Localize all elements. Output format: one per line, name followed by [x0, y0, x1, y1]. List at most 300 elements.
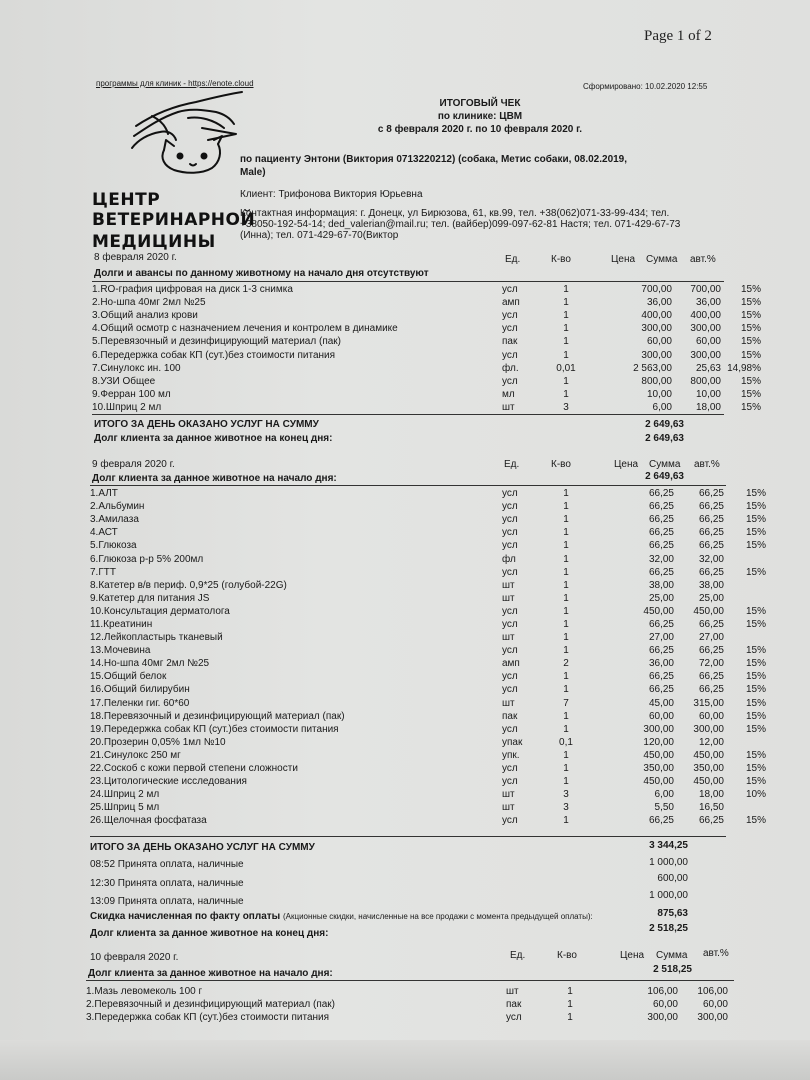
- table-row: [90, 801, 766, 814]
- col-unit: Ед.: [510, 950, 526, 961]
- item-name: 13.Мочевина: [90, 645, 151, 657]
- item-unit: амп: [502, 297, 520, 309]
- discount-value: 875,63: [657, 908, 688, 919]
- col-sum: Сумма: [646, 254, 678, 265]
- item-qty: 1: [563, 723, 569, 735]
- item-pct: 15%: [745, 618, 766, 630]
- item-sum: 66,25: [698, 618, 724, 630]
- item-qty: 1: [563, 488, 569, 500]
- item-name: 5.Перевязочный и дезинфицирующий материал (пак): [92, 336, 341, 348]
- table-row: [90, 670, 766, 683]
- item-sum: 66,25: [698, 815, 724, 827]
- item-qty: 1: [563, 323, 569, 335]
- table-row: [90, 723, 766, 736]
- item-name: 6.Передержка собак КП (сут.)без стоимости питания: [92, 349, 336, 361]
- item-pct: 15%: [745, 671, 766, 683]
- table-row: [90, 618, 766, 631]
- item-price: 60,00: [652, 999, 678, 1011]
- item-price: 66,25: [648, 671, 674, 683]
- divider: [90, 485, 726, 486]
- day2-debt-label: Долг клиента за данное животное на конец дня:: [90, 928, 329, 939]
- contact-line-1: Контактная информация: г. Донецк, ул Бирюзова, 61, кв.99, тел. +38(062)071-33-99-434; тел.: [240, 208, 670, 219]
- item-name: 7.Синулокс ин. 100: [92, 362, 181, 374]
- item-pct: 15%: [745, 658, 766, 670]
- table-row: [90, 605, 766, 618]
- table-row: [86, 1011, 770, 1024]
- item-pct: 15%: [745, 723, 766, 735]
- item-unit: усл: [502, 815, 518, 827]
- item-unit: шт: [506, 986, 519, 998]
- item-name: 8.УЗИ Общее: [92, 375, 156, 387]
- item-qty: 1: [563, 540, 569, 552]
- item-qty: 1: [563, 349, 569, 361]
- item-qty: 2: [563, 658, 569, 670]
- item-price: 27,00: [648, 632, 674, 644]
- table-row: [90, 814, 766, 827]
- item-qty: 7: [563, 697, 569, 709]
- day1-opening: Долги и авансы по данному животному на начало дня отсутствуют: [94, 268, 429, 279]
- table-row: [90, 539, 766, 552]
- table-row: [90, 775, 766, 788]
- item-price: 5,50: [654, 802, 674, 814]
- item-unit: фл: [502, 553, 516, 565]
- item-unit: усл: [502, 375, 518, 387]
- payment-3-label: 13:09 Принята оплата, наличные: [90, 896, 244, 907]
- table-row: [90, 500, 766, 513]
- item-sum: 66,25: [698, 501, 724, 513]
- item-sum: 25,63: [695, 362, 721, 374]
- item-qty: 1: [563, 671, 569, 683]
- item-sum: 12,00: [698, 736, 724, 748]
- item-qty: 1: [563, 527, 569, 539]
- item-unit: пак: [502, 710, 518, 722]
- item-unit: усл: [502, 684, 518, 696]
- item-price: 32,00: [648, 553, 674, 565]
- item-price: 66,25: [648, 815, 674, 827]
- payment-1-label: 08:52 Принята оплата, наличные: [90, 859, 244, 870]
- item-name: 14.Но-шпа 40мг 2мл №25: [90, 658, 210, 670]
- item-qty: 1: [563, 592, 569, 604]
- item-pct: [724, 592, 766, 605]
- item-pct: 15%: [740, 297, 761, 309]
- table-row: [92, 375, 761, 388]
- day2-date: 9 февраля 2020 г.: [92, 459, 175, 470]
- software-link[interactable]: программы для клиник - https://enote.cloud: [96, 79, 254, 88]
- table-row: [90, 552, 766, 565]
- item-name: 19.Передержка собак КП (сут.)без стоимости питания: [90, 723, 339, 735]
- table-row: [90, 513, 766, 526]
- item-qty: 1: [563, 388, 569, 400]
- item-sum: 66,25: [698, 566, 724, 578]
- item-sum: 36,00: [695, 297, 721, 309]
- divider: [86, 980, 734, 981]
- contact-line-2: +38050-192-54-14; ded_valerian@mail.ru; тел. (вайбер)099-097-62-81 Настя; тел. 071-429-67-73: [240, 219, 681, 230]
- item-pct: [724, 736, 766, 749]
- item-sum: 66,25: [698, 488, 724, 500]
- item-name: 11.Креатинин: [90, 618, 153, 630]
- item-unit: усл: [502, 645, 518, 657]
- item-unit: усл: [502, 284, 518, 296]
- day3-date: 10 февраля 2020 г.: [90, 952, 179, 963]
- item-pct: 15%: [745, 605, 766, 617]
- item-unit: амп: [502, 658, 520, 670]
- item-pct: 15%: [745, 566, 766, 578]
- item-unit: усл: [502, 323, 518, 335]
- item-name: 25.Шприц 5 мл: [90, 802, 160, 814]
- table-row: [92, 362, 761, 375]
- item-qty: 3: [563, 401, 569, 413]
- item-price: 700,00: [641, 284, 672, 296]
- col-unit: Ед.: [504, 459, 520, 470]
- item-price: 66,25: [648, 684, 674, 696]
- table-row: [90, 697, 766, 710]
- table-row: [92, 348, 761, 361]
- table-row: [92, 296, 761, 309]
- col-qty: К-во: [557, 950, 577, 961]
- client-name: Клиент: Трифонова Виктория Юрьевна: [240, 189, 423, 200]
- item-name: 6.Глюкоза р-р 5% 200мл: [90, 553, 204, 565]
- divider: [92, 281, 724, 282]
- item-pct: [724, 579, 766, 592]
- item-name: 24.Шприц 2 мл: [90, 789, 160, 801]
- item-unit: усл: [502, 618, 518, 630]
- item-qty: 0,1: [559, 736, 573, 748]
- item-name: 3.Передержка собак КП (сут.)без стоимости питания: [86, 1012, 330, 1024]
- item-pct: [724, 801, 766, 814]
- item-pct: [728, 985, 770, 998]
- table-row: [90, 657, 766, 670]
- table-row: [90, 631, 766, 644]
- item-name: 23.Цитологические исследования: [90, 776, 247, 788]
- item-pct: 15%: [745, 540, 766, 552]
- item-pct: 10%: [745, 789, 766, 801]
- col-sum: Сумма: [656, 950, 688, 961]
- item-qty: 1: [563, 566, 569, 578]
- item-unit: усл: [502, 514, 518, 526]
- item-pct: 15%: [740, 349, 761, 361]
- day2-total-label: ИТОГО ЗА ДЕНЬ ОКАЗАНО УСЛУГ НА СУММУ: [90, 842, 315, 853]
- col-auto: авт.%: [703, 948, 729, 959]
- day1-date: 8 февраля 2020 г.: [94, 252, 177, 263]
- item-name: 17.Пеленки гиг. 60*60: [90, 697, 190, 709]
- item-price: 450,00: [643, 749, 674, 761]
- item-name: 1.RO-графия цифровая на диск 1-3 снимка: [92, 284, 293, 296]
- item-sum: 300,00: [690, 349, 721, 361]
- item-sum: 16,50: [698, 802, 724, 814]
- item-pct: 15%: [740, 401, 761, 413]
- item-pct: 15%: [740, 388, 761, 400]
- item-price: 66,25: [648, 645, 674, 657]
- item-unit: усл: [502, 540, 518, 552]
- item-pct: 15%: [745, 815, 766, 827]
- item-name: 9.Ферран 100 мл: [92, 388, 171, 400]
- item-unit: шт: [502, 802, 515, 814]
- table-row: [92, 388, 761, 401]
- item-price: 300,00: [641, 349, 672, 361]
- day2-opening-label: Долг клиента за данное животное на начало дня:: [92, 473, 337, 484]
- item-price: 106,00: [647, 986, 678, 998]
- item-pct: 15%: [745, 763, 766, 775]
- item-unit: усл: [502, 501, 518, 513]
- item-price: 66,25: [648, 527, 674, 539]
- table-row: [92, 335, 761, 348]
- item-unit: усл: [502, 723, 518, 735]
- item-sum: 10,00: [695, 388, 721, 400]
- item-sum: 700,00: [690, 284, 721, 296]
- item-sum: 18,00: [698, 789, 724, 801]
- item-unit: пак: [502, 336, 518, 348]
- table-row: [90, 788, 766, 801]
- item-unit: усл: [502, 527, 518, 539]
- item-unit: упак: [502, 736, 523, 748]
- item-qty: 3: [563, 789, 569, 801]
- item-price: 120,00: [643, 736, 674, 748]
- table-row: [90, 566, 766, 579]
- item-unit: шт: [502, 697, 515, 709]
- paper-bottom-shadow: [0, 1040, 810, 1080]
- item-name: 22.Соскоб с кожи первой степени сложности: [90, 763, 298, 775]
- item-price: 60,00: [648, 710, 674, 722]
- item-sum: 66,25: [698, 645, 724, 657]
- table-row: [90, 762, 766, 775]
- item-name: 2.Но-шпа 40мг 2мл №25: [92, 297, 206, 309]
- contact-line-3: (Инна); тел. 071-429-67-70(Виктор: [240, 230, 399, 241]
- item-price: 6,00: [654, 789, 674, 801]
- discount-note: (Акционные скидки, начисленные на все продажи с момента предыдущей оплаты):: [282, 912, 593, 921]
- item-name: 1.АЛТ: [90, 488, 118, 500]
- item-unit: шт: [502, 789, 515, 801]
- item-qty: 1: [563, 336, 569, 348]
- item-price: 66,25: [648, 618, 674, 630]
- item-pct: 15%: [745, 697, 766, 709]
- item-pct: 15%: [745, 776, 766, 788]
- item-unit: усл: [502, 310, 518, 322]
- item-sum: 18,00: [695, 401, 721, 413]
- item-unit: мл: [502, 388, 515, 400]
- item-sum: 450,00: [693, 776, 724, 788]
- item-price: 10,00: [646, 388, 672, 400]
- item-pct: 15%: [745, 514, 766, 526]
- item-pct: 15%: [745, 710, 766, 722]
- item-unit: усл: [506, 1012, 522, 1024]
- item-name: 5.Глюкоза: [90, 540, 137, 552]
- item-name: 8.Катетер в/в периф. 0,9*25 (голубой-22G): [90, 579, 287, 591]
- day3-items-table: [86, 985, 770, 1024]
- item-name: 9.Катетер для питания JS: [90, 592, 210, 604]
- table-row: [90, 487, 766, 500]
- item-price: 450,00: [643, 605, 674, 617]
- item-name: 21.Синулокс 250 мг: [90, 749, 181, 761]
- day3-opening-value: 2 518,25: [653, 964, 692, 975]
- item-sum: 450,00: [693, 605, 724, 617]
- day3-opening-label: Долг клиента за данное животное на начало дня:: [88, 968, 333, 979]
- discount-label: [90, 911, 593, 922]
- item-name: 16.Общий билирубин: [90, 684, 190, 696]
- item-qty: 1: [563, 763, 569, 775]
- table-row: [92, 309, 761, 322]
- item-unit: усл: [502, 349, 518, 361]
- day2-total-value: 3 344,25: [649, 840, 688, 851]
- item-qty: 1: [563, 553, 569, 565]
- item-pct: 15%: [740, 375, 761, 387]
- payment-2-value: 600,00: [657, 873, 688, 884]
- item-pct: 15%: [740, 336, 761, 348]
- divider: [92, 414, 724, 415]
- item-qty: 1: [567, 986, 573, 998]
- item-sum: 38,00: [698, 579, 724, 591]
- item-unit: шт: [502, 401, 515, 413]
- item-name: 18.Перевязочный и дезинфицирующий материал (пак): [90, 710, 345, 722]
- item-qty: 1: [563, 645, 569, 657]
- day1-debt-label: Долг клиента за данное животное на конец дня:: [94, 433, 333, 444]
- item-qty: 1: [563, 375, 569, 387]
- period-line: с 8 февраля 2020 г. по 10 февраля 2020 г.: [377, 124, 583, 135]
- page-number: Page 1 of 2: [644, 28, 712, 44]
- day2-opening-value: 2 649,63: [645, 471, 684, 482]
- item-price: 2 563,00: [633, 362, 672, 374]
- item-pct: 15%: [745, 749, 766, 761]
- item-qty: 1: [567, 999, 573, 1011]
- item-sum: 66,25: [698, 540, 724, 552]
- item-unit: усл: [502, 763, 518, 775]
- item-sum: 72,00: [698, 658, 724, 670]
- item-name: 20.Прозерин 0,05% 1мл №10: [90, 736, 226, 748]
- item-price: 66,25: [648, 488, 674, 500]
- day1-total-label: ИТОГО ЗА ДЕНЬ ОКАЗАНО УСЛУГ НА СУММУ: [94, 419, 319, 430]
- table-row: [90, 749, 766, 762]
- item-price: 6,00: [652, 401, 672, 413]
- item-price: 450,00: [643, 776, 674, 788]
- item-name: 3.Амилаза: [90, 514, 139, 526]
- item-name: 26.Щелочная фосфатаза: [90, 815, 207, 827]
- item-name: 4.Общий осмотр с назначением лечения и контролем в динамике: [92, 323, 398, 335]
- item-sum: 66,25: [698, 671, 724, 683]
- item-name: 10.Консультация дерматолога: [90, 605, 230, 617]
- patient-line-1: по пациенту Энтони (Виктория 0713220212) (собака, Метис собаки, 08.02.2019,: [240, 154, 628, 165]
- item-price: 36,00: [648, 658, 674, 670]
- col-auto: авт.%: [690, 254, 716, 265]
- divider: [90, 836, 726, 837]
- item-name: 3.Общий анализ крови: [92, 310, 198, 322]
- item-name: 2.Перевязочный и дезинфицирующий материал (пак): [86, 999, 335, 1011]
- item-price: 800,00: [641, 375, 672, 387]
- item-sum: 400,00: [690, 310, 721, 322]
- item-pct: 15%: [745, 501, 766, 513]
- item-sum: 60,00: [702, 999, 728, 1011]
- item-unit: пак: [506, 999, 522, 1011]
- table-row: [90, 683, 766, 696]
- table-row: [86, 985, 770, 998]
- col-price: Цена: [611, 254, 636, 265]
- item-price: 66,25: [648, 501, 674, 513]
- logo-line-3: МЕДИЦИНЫ: [92, 232, 216, 252]
- day1-items-table: [92, 283, 761, 414]
- item-price: 45,00: [648, 697, 674, 709]
- table-row: [90, 644, 766, 657]
- col-sum: Сумма: [649, 459, 681, 470]
- item-price: 36,00: [646, 297, 672, 309]
- item-pct: 15%: [745, 645, 766, 657]
- item-price: 66,25: [648, 514, 674, 526]
- item-name: 1.Мазь левомеколь 100 г: [86, 986, 203, 998]
- item-sum: 60,00: [695, 336, 721, 348]
- item-sum: 66,25: [698, 527, 724, 539]
- item-unit: усл: [502, 566, 518, 578]
- item-sum: 300,00: [697, 1012, 728, 1024]
- table-row: [86, 998, 770, 1011]
- logo-line-1: ЦЕНТР: [92, 190, 161, 210]
- item-sum: 800,00: [690, 375, 721, 387]
- item-price: 400,00: [641, 310, 672, 322]
- item-unit: шт: [502, 579, 515, 591]
- item-name: 12.Лейкопластырь тканевый: [90, 632, 223, 644]
- item-pct: 15%: [745, 488, 766, 500]
- item-sum: 315,00: [693, 697, 724, 709]
- item-qty: 1: [563, 749, 569, 761]
- item-qty: 1: [567, 1012, 573, 1024]
- item-unit: усл: [502, 605, 518, 617]
- table-row: [90, 579, 766, 592]
- item-sum: 25,00: [698, 592, 724, 604]
- item-sum: 66,25: [698, 514, 724, 526]
- item-name: 2.Альбумин: [90, 501, 145, 513]
- generated-date: Сформировано: 10.02.2020 12:55: [583, 82, 708, 91]
- item-qty: 1: [563, 618, 569, 630]
- item-sum: 60,00: [698, 710, 724, 722]
- day1-debt-value: 2 649,63: [645, 433, 684, 444]
- table-row: [92, 401, 761, 414]
- logo-line-2: ВЕТЕРИНАРНОЙ: [92, 210, 256, 230]
- item-pct: [724, 552, 766, 565]
- item-price: 60,00: [646, 336, 672, 348]
- day1-total-value: 2 649,63: [645, 419, 684, 430]
- payment-1-value: 1 000,00: [649, 857, 688, 868]
- item-sum: 106,00: [697, 986, 728, 998]
- item-pct: 14,98%: [727, 362, 761, 374]
- item-qty: 1: [563, 310, 569, 322]
- item-unit: усл: [502, 488, 518, 500]
- item-pct: 15%: [745, 684, 766, 696]
- item-sum: 66,25: [698, 684, 724, 696]
- item-qty: 1: [563, 710, 569, 722]
- col-price: Цена: [614, 459, 639, 470]
- item-unit: усл: [502, 776, 518, 788]
- item-pct: [724, 631, 766, 644]
- item-qty: 1: [563, 284, 569, 296]
- table-row: [90, 526, 766, 539]
- item-qty: 1: [563, 684, 569, 696]
- item-pct: 15%: [745, 527, 766, 539]
- col-qty: К-во: [551, 459, 571, 470]
- item-qty: 0,01: [556, 362, 576, 374]
- table-row: [90, 736, 766, 749]
- item-qty: 1: [563, 579, 569, 591]
- table-row: [92, 322, 761, 335]
- item-unit: шт: [502, 592, 515, 604]
- clinic-logo-drawing: [124, 88, 248, 192]
- item-sum: 300,00: [690, 323, 721, 335]
- col-price: Цена: [620, 950, 645, 961]
- item-name: 15.Общий белок: [90, 671, 167, 683]
- item-price: 300,00: [641, 323, 672, 335]
- item-sum: 32,00: [698, 553, 724, 565]
- item-unit: шт: [502, 632, 515, 644]
- item-sum: 300,00: [693, 723, 724, 735]
- col-auto: авт.%: [694, 459, 720, 470]
- day2-items-table: [90, 487, 766, 827]
- payment-2-label: 12:30 Принята оплата, наличные: [90, 878, 244, 889]
- item-price: 66,25: [648, 540, 674, 552]
